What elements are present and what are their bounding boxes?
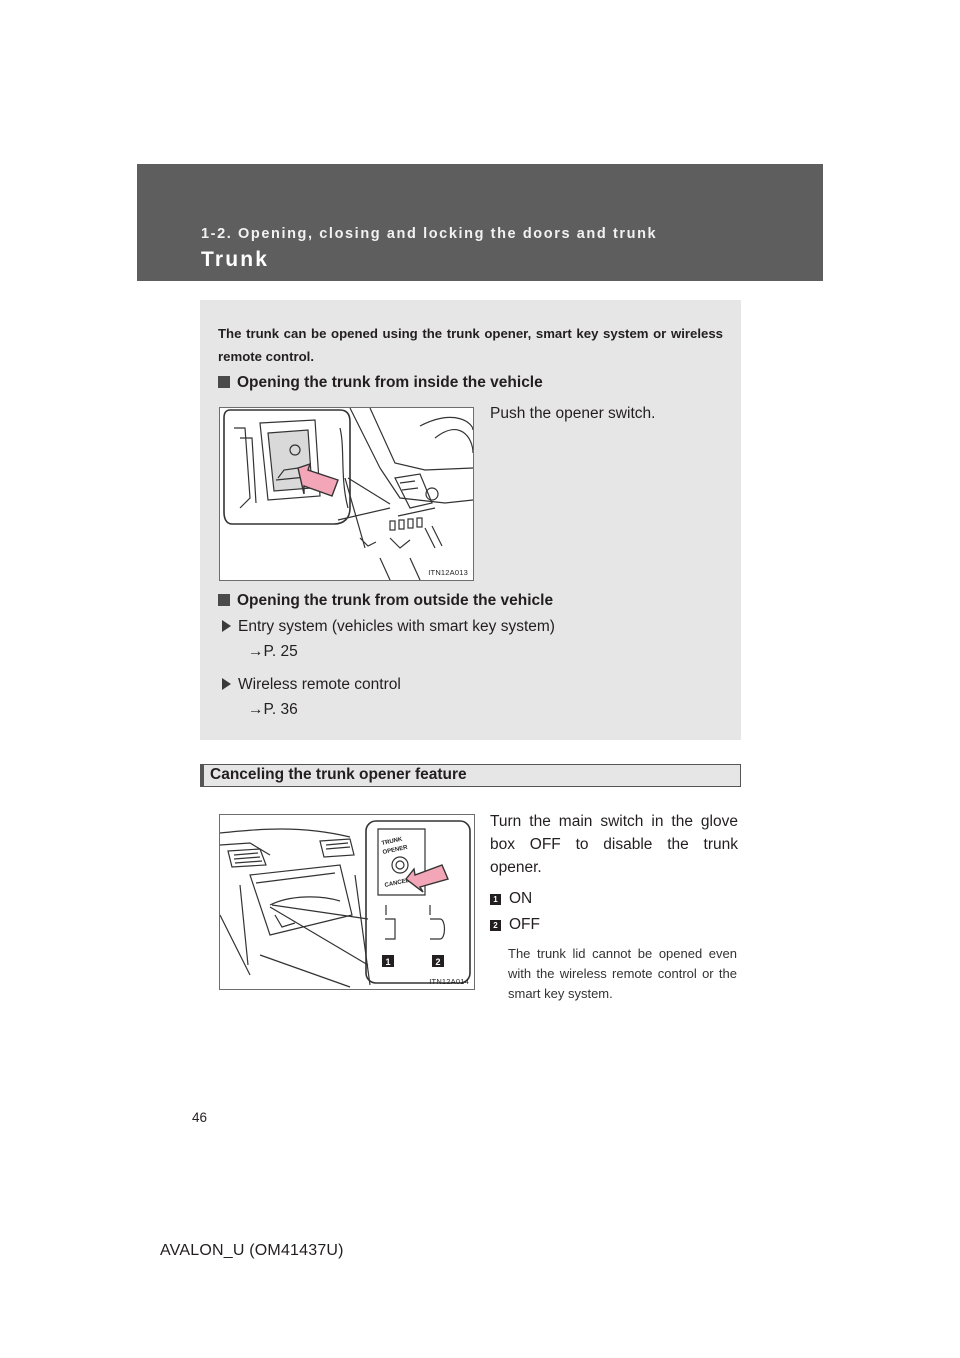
figure-code: ITN12A013 bbox=[428, 568, 468, 577]
intro-text: The trunk can be opened using the trunk opener, smart key system or wireless remote control. bbox=[218, 326, 723, 364]
dashboard-illustration bbox=[220, 408, 473, 580]
option-on bbox=[490, 890, 532, 908]
page-title: Trunk bbox=[201, 248, 270, 271]
switch-label-trunk: TRUNK bbox=[381, 836, 403, 847]
section-title: 1-2. Opening, closing and locking the doors and trunk bbox=[201, 226, 658, 242]
footer-model-code: AVALON_U (OM41437U) bbox=[160, 1242, 344, 1259]
figure-code: ITN12A014 bbox=[429, 977, 469, 986]
cancel-heading: Canceling the trunk opener feature bbox=[200, 764, 741, 787]
cancel-instruction: Turn the main switch in the glove box OFF to disable the trunk opener. bbox=[490, 813, 738, 876]
cancel-note: The trunk lid cannot be opened even with the wireless remote control or the smart key system. bbox=[508, 946, 737, 1001]
list-item bbox=[222, 676, 401, 694]
page-reference-link[interactable]: →P. 25 bbox=[248, 643, 298, 660]
switch-label-opener: OPENER bbox=[382, 844, 409, 856]
inside-heading-text: Opening the trunk from inside the vehicle bbox=[237, 374, 543, 391]
figure-number-1: 1 bbox=[385, 957, 391, 967]
option-label: OFF bbox=[509, 916, 540, 933]
number-badge: 1 bbox=[490, 894, 501, 905]
triangle-bullet-icon bbox=[222, 678, 231, 690]
glove-box-switch-figure bbox=[219, 814, 475, 990]
trunk-opener-figure bbox=[219, 407, 474, 581]
option-off bbox=[490, 916, 540, 934]
list-item bbox=[222, 618, 555, 636]
list-item-label: Entry system (vehicles with smart key system) bbox=[238, 618, 555, 635]
outside-heading bbox=[218, 592, 553, 610]
list-item-label: Wireless remote control bbox=[238, 676, 401, 693]
inside-heading bbox=[218, 374, 543, 392]
overview-box bbox=[200, 300, 741, 740]
triangle-bullet-icon bbox=[222, 620, 231, 632]
outside-heading-text: Opening the trunk from outside the vehicle bbox=[237, 592, 554, 609]
inside-instruction: Push the opener switch. bbox=[490, 405, 656, 422]
page-number: 46 bbox=[192, 1110, 208, 1125]
number-badge: 2 bbox=[490, 920, 501, 931]
figure-number-2: 2 bbox=[435, 957, 441, 967]
option-label: ON bbox=[509, 890, 533, 907]
glove-box-illustration bbox=[220, 815, 474, 989]
square-bullet-icon bbox=[218, 594, 230, 606]
switch-label-cancel: CANCEL bbox=[384, 877, 410, 889]
page-reference-link[interactable]: →P. 36 bbox=[248, 701, 298, 718]
page-header bbox=[137, 164, 823, 281]
square-bullet-icon bbox=[218, 376, 230, 388]
